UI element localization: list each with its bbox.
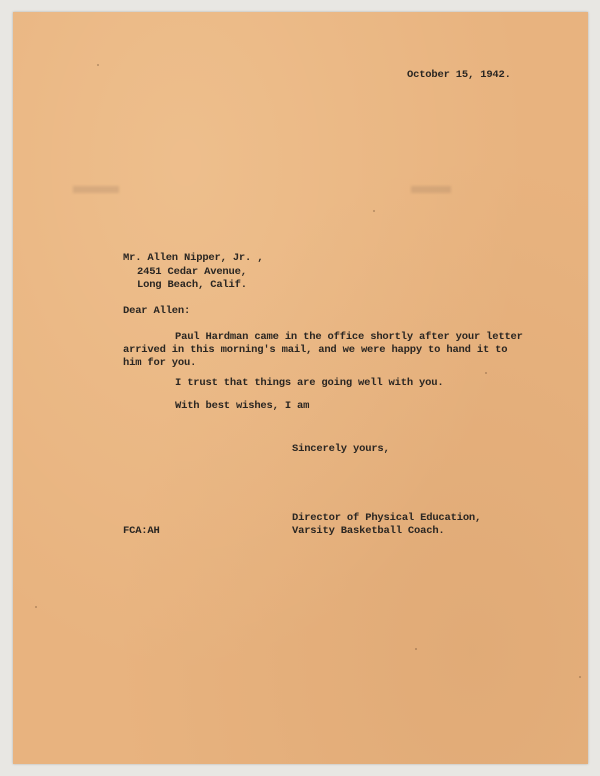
paper-speck [373, 210, 375, 212]
closing: Sincerely yours, [292, 443, 390, 455]
body-paragraph-3: With best wishes, I am [175, 400, 310, 412]
body-paragraph-1-line-2: arrived in this morning's mail, and we were happy to hand it to [123, 344, 508, 356]
faded-header-mark-left [73, 186, 119, 193]
recipient-street: 2451 Cedar Avenue, [137, 266, 247, 278]
body-paragraph-2: I trust that things are going well with you. [175, 377, 444, 389]
paper-speck [579, 676, 581, 678]
typist-initials: FCA:AH [123, 525, 160, 537]
paper-speck [35, 606, 37, 608]
letter-page [13, 12, 588, 764]
body-paragraph-1-line-1: Paul Hardman came in the office shortly after your letter [175, 331, 523, 343]
faded-header-mark-right [411, 186, 451, 193]
paper-speck [485, 372, 487, 374]
signature-title-line-2: Varsity Basketball Coach. [292, 525, 445, 537]
paper-speck [415, 648, 417, 650]
salutation: Dear Allen: [123, 305, 191, 317]
paper-speck [97, 64, 99, 66]
recipient-city: Long Beach, Calif. [137, 279, 247, 291]
signature-title-line-1: Director of Physical Education, [292, 512, 482, 524]
letter-date: October 15, 1942. [407, 69, 511, 81]
recipient-name: Mr. Allen Nipper, Jr. , [123, 252, 264, 264]
body-paragraph-1-line-3: him for you. [123, 357, 197, 369]
